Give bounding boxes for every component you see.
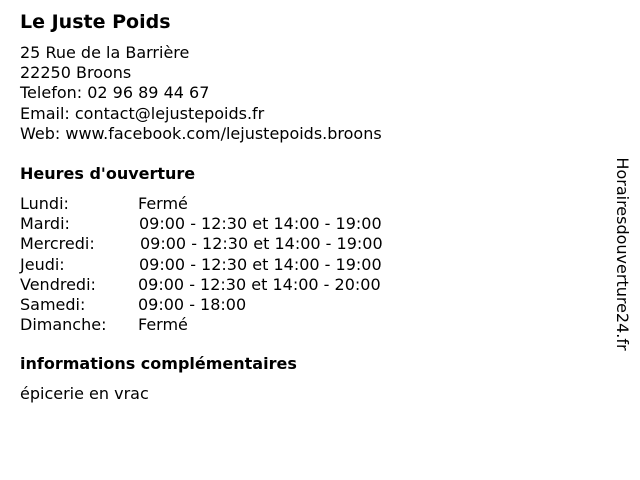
phone-text: Telefon: 02 96 89 44 67	[20, 83, 210, 103]
additional-info-text: épicerie en vrac	[20, 384, 149, 403]
day-label: Dimanche:	[20, 315, 107, 335]
opening-hours-heading: Heures d'ouverture	[20, 164, 196, 183]
time-value: 09:00 - 12:30 et 14:00 - 19:00	[140, 234, 383, 254]
time-value: Fermé	[138, 194, 188, 213]
day-label: Samedi:	[20, 294, 86, 314]
time-value: Fermé	[138, 315, 188, 335]
additional-info-heading: informations complémentaires	[20, 354, 297, 373]
email-text: Email: contact@lejustepoids.fr	[20, 103, 265, 123]
day-label: Jeudi:	[20, 254, 65, 274]
day-label: Mercredi:	[20, 234, 95, 254]
business-name: Le Juste Poids	[20, 11, 171, 33]
address-city: 22250 Broons	[20, 63, 132, 83]
address-street: 25 Rue de la Barrière	[20, 43, 190, 62]
time-value: 09:00 - 12:30 et 14:00 - 19:00	[139, 214, 382, 234]
watermark-text: Horairesdouverture24.fr	[613, 157, 632, 351]
web-text: Web: www.facebook.com/lejustepoids.broons	[20, 123, 382, 143]
day-label: Vendredi:	[20, 274, 96, 294]
time-value: 09:00 - 18:00	[138, 294, 247, 314]
time-value: 09:00 - 12:30 et 14:00 - 20:00	[138, 274, 381, 294]
day-label: Lundi:	[20, 194, 69, 213]
day-label: Mardi:	[20, 214, 70, 234]
contact-block	[20, 43, 382, 144]
time-value: 09:00 - 12:30 et 14:00 - 19:00	[139, 254, 382, 274]
